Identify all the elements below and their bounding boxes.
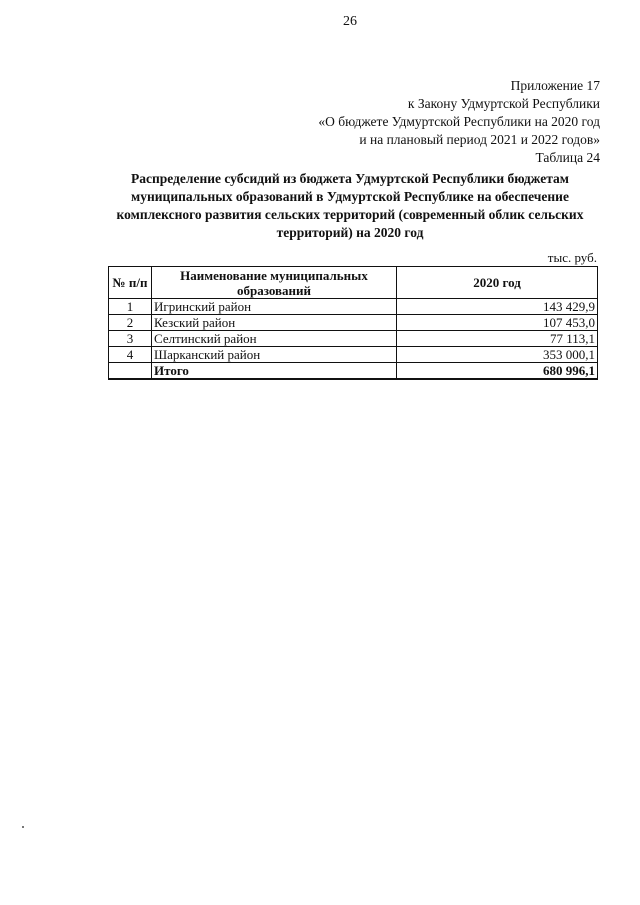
table-row [109, 347, 598, 363]
annex-line: Приложение 17 [510, 78, 600, 93]
row-name: Шарканский район [152, 347, 397, 363]
annex-block [318, 77, 600, 167]
annex-line: и на плановый период 2021 и 2022 годов» [359, 132, 600, 147]
table-row [109, 331, 598, 347]
subsidy-table [108, 266, 598, 380]
row-name: Селтинский район [152, 331, 397, 347]
table-header-row [109, 267, 598, 299]
header-name: Наименование муниципальных образований [152, 267, 397, 299]
total-row [109, 363, 598, 380]
row-name: Кезский район [152, 315, 397, 331]
header-year: 2020 год [397, 267, 598, 299]
total-label: Итого [152, 363, 397, 380]
total-number-cell [109, 363, 152, 380]
row-name: Игринский район [152, 299, 397, 315]
scan-speck [22, 826, 24, 828]
row-number: 4 [109, 347, 152, 363]
row-value: 143 429,9 [397, 299, 598, 315]
table-row [109, 315, 598, 331]
page-number: 26 [343, 14, 357, 29]
annex-line: к Закону Удмуртской Республики [407, 96, 600, 111]
row-value: 353 000,1 [397, 347, 598, 363]
header-number: № п/п [109, 267, 152, 299]
table-number: Таблица 24 [535, 150, 600, 165]
document-title: Распределение субсидий из бюджета Удмуртской Республики бюджетам муниципальных образований в Удмуртской Республике на обеспечение комплексного развития сельских территорий (современный облик сельских территорий) на 2020 год [116, 171, 584, 240]
total-value: 680 996,1 [397, 363, 598, 380]
row-number: 2 [109, 315, 152, 331]
row-number: 1 [109, 299, 152, 315]
table-row [109, 299, 598, 315]
row-value: 77 113,1 [397, 331, 598, 347]
units-label: тыс. руб. [547, 250, 597, 265]
row-value: 107 453,0 [397, 315, 598, 331]
annex-line: «О бюджете Удмуртской Республики на 2020 год [318, 114, 600, 129]
row-number: 3 [109, 331, 152, 347]
